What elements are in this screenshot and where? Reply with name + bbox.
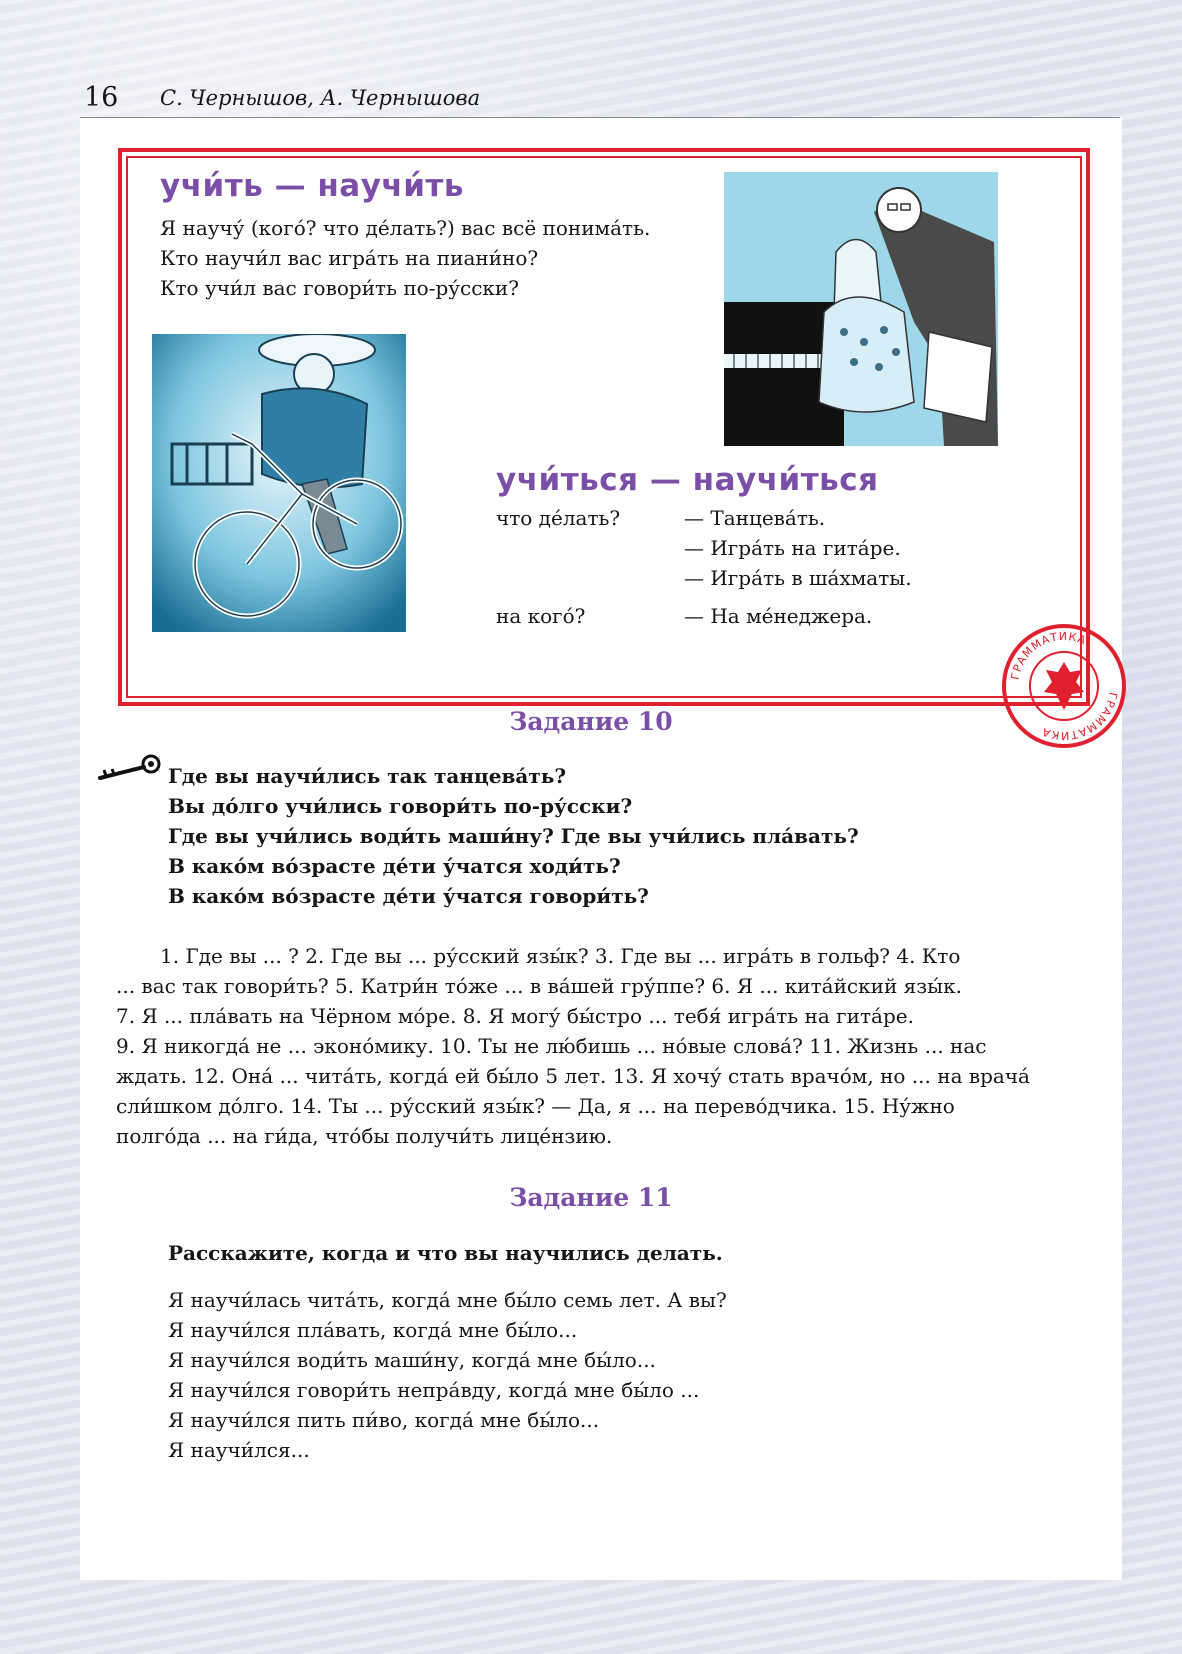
task-11-example-line: Я научи́лся води́ть маши́ну, когда́ мне бы́ло... bbox=[168, 1348, 656, 1372]
rule-answer: — Танцева́ть. bbox=[684, 506, 826, 530]
stamp-text-bottom: ГРАММАТИКА bbox=[1039, 691, 1120, 743]
rule-question: что де́лать? bbox=[496, 506, 621, 530]
task-10-title: Задание 10 bbox=[509, 707, 673, 736]
task-10-exercise-line: ... вас так говори́ть? 5. Катри́н то́же ... в ва́шей гру́ппе? 6. Я ... кита́йский язы́к. bbox=[116, 974, 962, 998]
task-10-exercise-line: сли́шком до́лго. 14. Ты ... ру́сский язы́к? — Да, я ... на перево́дчика. 15. Ну́жно bbox=[116, 1094, 955, 1118]
rule-answer: — Игра́ть в ша́хматы. bbox=[684, 566, 912, 590]
task-10-question: Где вы учи́лись води́ть маши́ну? Где вы учи́лись пла́вать? bbox=[168, 824, 859, 848]
task-11-example-line: Я научи́лся говори́ть непра́вду, когда́ мне бы́ло ... bbox=[168, 1378, 700, 1402]
task-10-exercise-line: 7. Я ... пла́вать на Чёрном мо́ре. 8. Я могу́ бы́стро ... тебя́ игра́ть на гита́ре. bbox=[116, 1004, 914, 1028]
task-11-example-line: Я научи́лась чита́ть, когда́ мне бы́ло семь лет. А вы? bbox=[168, 1288, 727, 1312]
verb-pair-title-1: учи́ть — научи́ть bbox=[160, 168, 464, 204]
rule-example-line: Кто научи́л вас игра́ть на пиани́но? bbox=[160, 246, 539, 270]
task-10-exercise-line: ждать. 12. Она́ ... чита́ть, когда́ ей бы́ло 5 лет. 13. Я хочу́ стать врачо́м, но ... на врача́ bbox=[116, 1064, 1030, 1088]
rule-question: на кого́? bbox=[496, 604, 586, 628]
task-11-example-line: Я научи́лся пить пи́во, когда́ мне бы́ло... bbox=[168, 1408, 600, 1432]
rule-answer: — Игра́ть на гита́ре. bbox=[684, 536, 901, 560]
authors: С. Чернышов, А. Чернышова bbox=[160, 86, 481, 110]
piano-lesson-illustration bbox=[724, 172, 998, 446]
task-11-title: Задание 11 bbox=[509, 1183, 673, 1212]
task-11-example-line: Я научи́лся пла́вать, когда́ мне бы́ло... bbox=[168, 1318, 578, 1342]
task-10-exercise-line: 9. Я никогда́ не ... эконо́мику. 10. Ты не лю́бишь ... но́вые слова́? 11. Жизнь ... нас bbox=[116, 1034, 987, 1058]
rule-example-line: Кто учи́л вас говори́ть по-ру́сски? bbox=[160, 276, 519, 300]
verb-pair-title-2: учи́ться — научи́ться bbox=[496, 462, 879, 498]
task-10-question: Где вы научи́лись так танцева́ть? bbox=[168, 764, 567, 788]
page-number: 16 bbox=[84, 82, 119, 113]
task-10-exercise-line: 1. Где вы ... ? 2. Где вы ... ру́сский язы́к? 3. Где вы ... игра́ть в гольф? 4. Кто bbox=[160, 944, 961, 968]
task-10-question: В како́м во́зрасте де́ти у́чатся говори́ть? bbox=[168, 884, 649, 908]
task-10-exercise-line: полго́да ... на ги́да, что́бы получи́ть лице́нзию. bbox=[116, 1124, 613, 1148]
task-10-question: Вы до́лго учи́лись говори́ть по-ру́сски? bbox=[168, 794, 633, 818]
bicycle-rider-illustration bbox=[152, 334, 406, 632]
stamp-text-top: ГРАММАТИКА bbox=[1008, 629, 1089, 681]
task-11-instruction: Расскажите, когда и что вы научились делать. bbox=[168, 1241, 723, 1265]
key-icon bbox=[96, 754, 164, 782]
rule-example-line: Я научу́ (кого́? что де́лать?) вас всё понима́ть. bbox=[160, 216, 651, 240]
task-11-example-line: Я научи́лся... bbox=[168, 1438, 310, 1462]
page-header bbox=[80, 80, 1120, 118]
rule-answer: — На ме́неджера. bbox=[684, 604, 873, 628]
task-10-question: В како́м во́зрасте де́ти у́чатся ходи́ть? bbox=[168, 854, 621, 878]
